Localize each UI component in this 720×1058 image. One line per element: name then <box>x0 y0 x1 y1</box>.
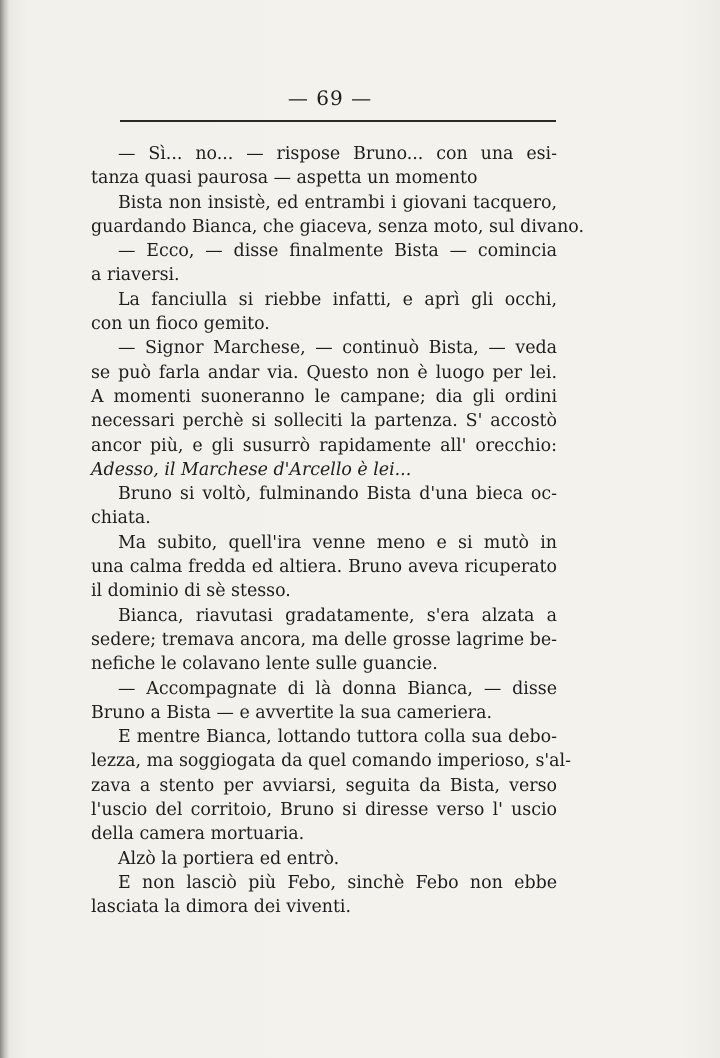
text-line: Bista non insistè, ed entrambi i giovani tacquero, <box>118 192 557 213</box>
text-line: necessari perchè si solleciti la partenza. S' accostò <box>91 411 557 432</box>
text-line: l'uscio del corritoio, Bruno si diresse verso l' uscio <box>91 800 557 821</box>
text-line: E mentre Bianca, lottando tuttora colla sua debo- <box>118 727 557 748</box>
text-line: nefiche le colavano lente sulle guancie. <box>91 654 438 675</box>
text-line: se può farla andar via. Questo non è luogo per lei. <box>91 362 557 383</box>
text-line: — Ecco, — disse finalmente Bista — comincia <box>118 241 557 262</box>
text-line: Bruno a Bista — e avvertite la sua cameriera. <box>91 702 493 723</box>
binding-edge <box>0 0 9 1058</box>
text-line: — Sì... no... — rispose Bruno... con una esi- <box>118 144 557 164</box>
text-line: Adesso, il Marchese d'Arcello è lei... <box>91 459 412 480</box>
text-line: con un fioco gemito. <box>91 314 270 335</box>
body-text <box>91 142 584 920</box>
text-line: A momenti suoneranno le campane; dia gli ordini <box>91 386 557 407</box>
text-line: sedere; tremava ancora, ma delle grosse lagrime be- <box>91 629 557 650</box>
text-line: La fanciulla si riebbe infatti, e aprì gli occhi, <box>118 289 557 310</box>
text-line: della camera mortuaria. <box>91 824 305 845</box>
text-line: Alzò la portiera ed entrò. <box>118 848 340 869</box>
text-line: zava a stento per avviarsi, seguita da Bista, verso <box>91 775 557 796</box>
text-line: a riaversi. <box>91 265 180 286</box>
text-line: una calma fredda ed altiera. Bruno aveva ricuperato <box>91 557 557 578</box>
text-line: chiata. <box>91 508 151 529</box>
text-line: Bianca, riavutasi gradatamente, s'era alzata a <box>118 605 557 626</box>
text-line: ancor più, e gli susurrò rapidamente all' orecchio: <box>91 435 557 456</box>
text-line: il dominio di sè stesso. <box>91 581 291 602</box>
text-line: tanza quasi paurosa — aspetta un momento <box>91 168 478 189</box>
text-line: Bruno si voltò, fulminando Bista d'una bieca oc- <box>118 484 557 505</box>
page-number: — 69 — <box>287 86 373 110</box>
text-line: guardando Bianca, che giaceva, senza moto, sul divano. <box>91 216 584 237</box>
text-line: lezza, ma soggiogata da quel comando imperioso, s'al- <box>91 751 571 772</box>
text-line: — Accompagnate di là donna Bianca, — disse <box>118 678 557 699</box>
text-line: Ma subito, quell'ira venne meno e si mutò in <box>118 532 557 553</box>
text-line: lasciata la dimora dei viventi. <box>91 897 352 918</box>
text-line: — Signor Marchese, — continuò Bista, — veda <box>118 338 557 359</box>
header-rule <box>120 120 556 122</box>
text-line: E non lasciò più Febo, sinchè Febo non ebbe <box>118 872 557 893</box>
